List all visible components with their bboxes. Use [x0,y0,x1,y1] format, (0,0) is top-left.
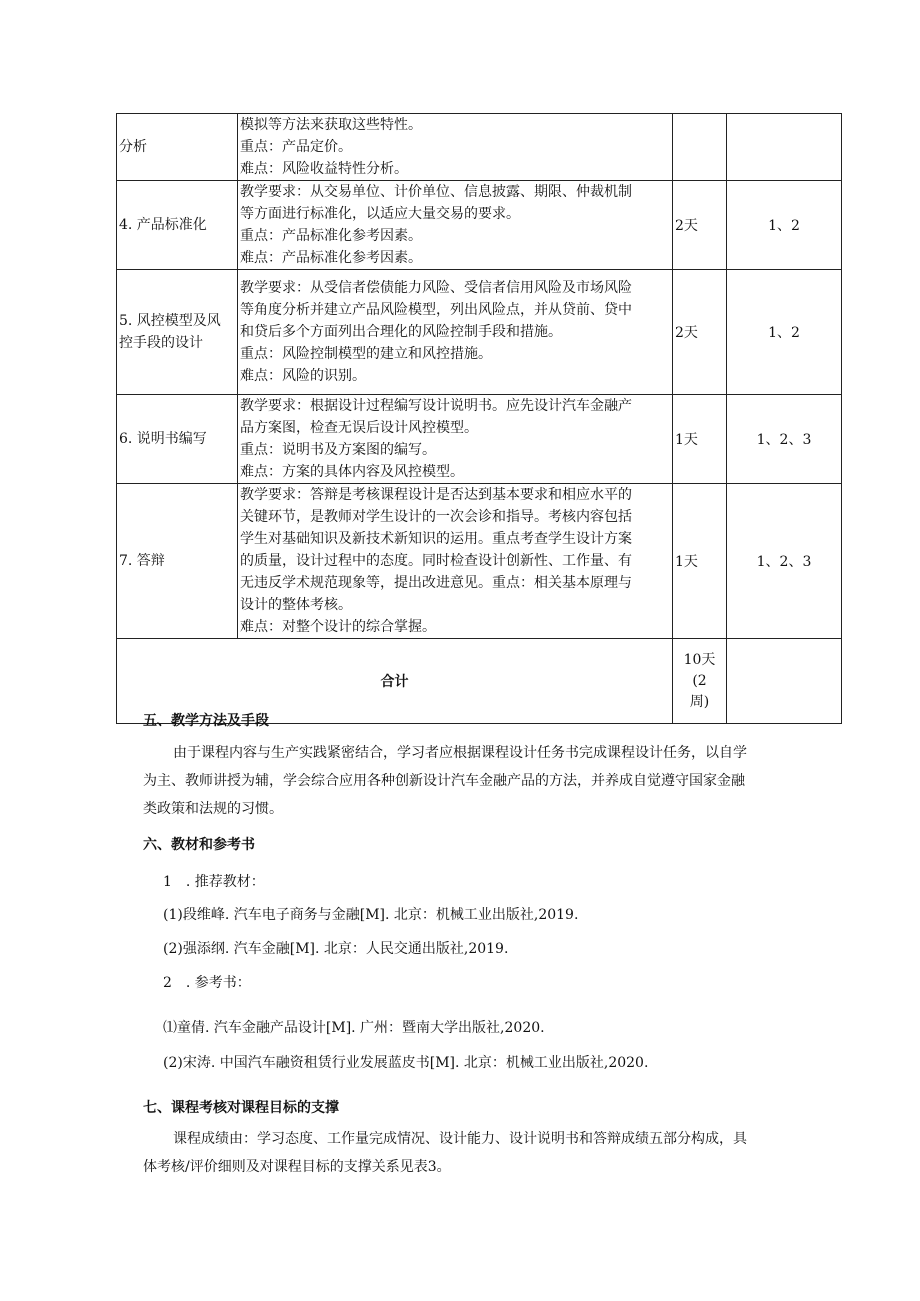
content-line: 难点：方案的具体内容及风控模型。 [240,464,464,480]
topic-cell [117,484,238,639]
hours-cell: 1天 [673,484,727,639]
course-schedule-table [116,113,842,724]
content-line: 教学要求：从受信者偿债能力风险、受信者信用风险及市场风险 [240,280,632,296]
content-line: 关键环节，是教师对学生设计的一次会诊和指导。考核内容包括 [240,509,632,525]
reference-item: ⑴童倩. 汽车金融产品设计[M]. 广州：暨南大学出版社,2020. [163,1020,545,1036]
content-cell [238,484,673,639]
content-line: 教学要求：根据设计过程编写设计说明书。应先设计汽车金融产 [240,398,632,414]
paragraph-line: 类政策和法规的习惯。 [143,801,283,817]
content-line: 难点：风险的识别。 [240,368,366,384]
section-5-heading: 五、教学方法及手段 [143,713,269,729]
topic-cell [117,395,238,484]
topic-line: 5. 风控模型及风 [119,313,221,329]
hours-cell: 2天 [673,181,727,270]
paragraph-line: 为主、教师讲授为辅，学会综合应用各种创新设计汽车金融产品的方法，并养成自觉遵守国家金融 [143,773,745,789]
hours-cell [673,114,727,181]
content-line: 难点：对整个设计的综合掌握。 [240,619,436,635]
table-row [117,270,842,395]
hours-cell: 2天 [673,270,727,395]
topic-line: 分析 [119,139,147,155]
section-7-paragraph [143,1125,793,1181]
content-line: 的质量，设计过程中的态度。同时检查设计创新性、工作量、有 [240,553,632,569]
content-line: 教学要求：从交易单位、计价单位、信息披露、期限、仲裁机制 [240,184,632,200]
content-line: 重点：产品定价。 [240,139,352,155]
content-cell [238,114,673,181]
content-line: 无违反学术规范现象等，提出改进意见。重点：相关基本原理与 [240,575,632,591]
goals-cell: 1、2、3 [727,484,842,639]
content-cell [238,181,673,270]
topic-cell [117,181,238,270]
table-row [117,484,842,639]
table-row [117,181,842,270]
section-6-heading: 六、教材和参考书 [143,837,255,853]
content-line: 难点：风险收益特性分析。 [240,161,408,177]
table-row [117,114,842,181]
total-hours-line: 10天 [683,651,716,668]
content-line: 品方案图，检查无误后设计风控模型。 [240,420,478,436]
reference-label: 2 . 参考书： [163,975,251,991]
section-7-heading: 七、课程考核对课程目标的支撑 [143,1100,339,1116]
content-line: 重点：产品标准化参考因素。 [240,228,422,244]
hours-cell: 1天 [673,395,727,484]
reference-item: (2)宋涛. 中国汽车融资租赁行业发展蓝皮书[M]. 北京：机械工业出版社,2020. [163,1055,649,1071]
content-cell [238,270,673,395]
goals-cell: 1、2 [727,181,842,270]
content-line: 难点：产品标准化参考因素。 [240,250,422,266]
content-line: 教学要求：答辩是考核课程设计是否达到基本要求和相应水平的 [240,487,632,503]
content-line: 设计的整体考核。 [240,597,352,613]
total-hours-line: (2 [692,672,707,689]
paragraph-line: 由于课程内容与生产实践紧密结合，学习者应根据课程设计任务书完成课程设计任务，以自学 [173,745,747,761]
content-line: 重点：说明书及方案图的编写。 [240,442,436,458]
topic-line: 7. 答辩 [119,553,165,569]
paragraph-line: 课程成绩由：学习态度、工作量完成情况、设计能力、设计说明书和答辩成绩五部分构成，具 [173,1131,747,1147]
content-line: 模拟等方法来获取这些特性。 [240,117,422,133]
goals-cell: 1、2 [727,270,842,395]
topic-cell [117,270,238,395]
textbook-item: (1)段维峰. 汽车电子商务与金融[M]. 北京：机械工业出版社,2019. [163,907,579,923]
content-cell [238,395,673,484]
topic-line: 6. 说明书编写 [119,431,207,447]
goals-cell [727,114,842,181]
content-line: 等角度分析并建立产品风险模型，列出风险点，并从贷前、贷中 [240,302,632,318]
topic-line: 4. 产品标准化 [119,217,207,233]
topic-cell [117,114,238,181]
content-line: 等方面进行标准化，以适应大量交易的要求。 [240,206,520,222]
content-line: 和贷后多个方面列出合理化的风险控制手段和措施。 [240,324,562,340]
paragraph-line: 体考核/评价细则及对课程目标的支撑关系见表3。 [143,1159,451,1175]
table-row [117,395,842,484]
content-line: 学生对基础知识及新技术新知识的运用。重点考查学生设计方案 [240,531,632,547]
goals-cell: 1、2、3 [727,395,842,484]
total-hours-line: 周) [689,693,710,710]
section-5-paragraph [143,739,793,823]
content-line: 重点：风险控制模型的建立和风控措施。 [240,346,492,362]
topic-line: 控手段的设计 [119,335,203,351]
textbook-item: (2)强添纲. 汽车金融[M]. 北京：人民交通出版社,2019. [163,941,509,957]
total-label: 合计 [117,639,673,724]
textbook-label: 1 . 推荐教材： [163,874,265,890]
